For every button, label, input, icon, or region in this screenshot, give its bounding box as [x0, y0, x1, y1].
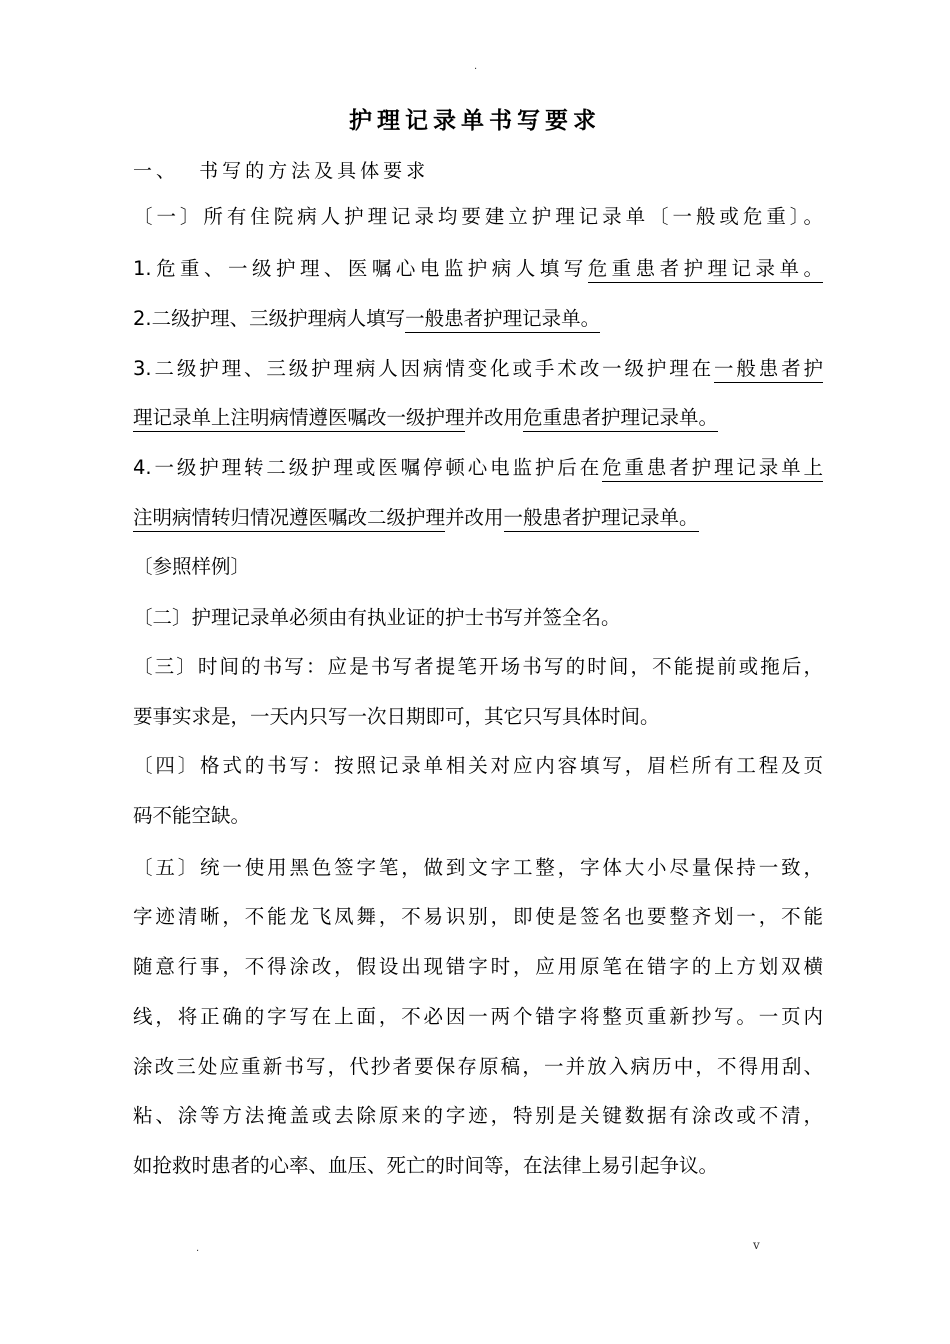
page-title: 护理记录单书写要求 [349, 108, 601, 134]
paragraph-line-14: 〔五〕统一使用黑色签字笔，做到文字工整，字体大小尽量保持一致， [133, 856, 823, 879]
underlined-form-name: 一般患者护理记录单。 [405, 307, 600, 333]
page-marker: v [753, 1238, 760, 1252]
underlined-form-name: 危重患者护理记录单。 [588, 257, 823, 283]
top-dot-mark: . [474, 61, 478, 72]
underlined-form-name: 一般患者护 [714, 357, 823, 383]
underlined-form-name: 危重患者护理记录单上 [602, 456, 823, 482]
underlined-phrase: 注明病情转归情况遵医嘱改二级护理 [133, 506, 445, 532]
paragraph-line-17: 线，将正确的字写在上面，不必因一两个错字将整页重新抄写。一页内 [133, 1005, 823, 1028]
paragraph-line-4 [133, 354, 823, 384]
line-7-text: 并改用 [445, 506, 504, 529]
underlined-form-name: 一般患者护理记录单。 [504, 506, 699, 532]
paragraph-line-18: 涂改三处应重新书写，代抄者要保存原稿，一并放入病历中，不得用刮、 [133, 1055, 823, 1078]
paragraph-line-3 [133, 304, 823, 334]
line-5-text: 并改用 [464, 406, 524, 429]
paragraph-line-2 [133, 254, 823, 284]
line-4-text: 3.二级护理、三级护理病人因病情变化或手术改一级护理在 [133, 357, 714, 380]
paragraph-line-8: 〔参照样例〕 [133, 555, 251, 578]
paragraph-line-6 [133, 453, 823, 483]
paragraph-line-13: 码不能空缺。 [133, 804, 251, 827]
paragraph-line-16: 随意行事，不得涂改，假设出现错字时，应用原笔在错字的上方划双横 [133, 955, 823, 978]
paragraph-line-9: 〔二〕护理记录单必须由有执业证的护士书写并签全名。 [133, 606, 621, 629]
underlined-form-name: 危重患者护理记录单。 [523, 406, 718, 432]
paragraph-line-5 [133, 403, 823, 433]
paragraph-line-20: 如抢救时患者的心率、血压、死亡的时间等，在法律上易引起争议。 [133, 1154, 719, 1177]
underlined-phrase: 理记录单上注明病情遵医嘱改一级护理 [133, 406, 465, 432]
bottom-dot-mark: . [196, 1243, 200, 1254]
paragraph-line-1: 〔一〕所有住院病人护理记录均要建立护理记录单〔一般或危重〕。 [133, 205, 823, 228]
paragraph-line-11: 要事实求是，一天内只写一次日期即可，其它只写具体时间。 [133, 705, 660, 728]
paragraph-line-15: 字迹清晰，不能龙飞凤舞，不易识别，即使是签名也要整齐划一，不能 [133, 905, 823, 928]
line-2-text: 1.危重、一级护理、医嘱心电监护病人填写 [133, 257, 588, 280]
section-heading-1: 一、 书写的方法及具体要求 [133, 160, 430, 182]
paragraph-line-10: 〔三〕时间的书写：应是书写者提笔开场书写的时间，不能提前或拖后， [133, 655, 823, 678]
paragraph-line-12: 〔四〕格式的书写：按照记录单相关对应内容填写，眉栏所有工程及页 [133, 754, 823, 777]
paragraph-line-7 [133, 503, 823, 533]
line-6-text: 4.一级护理转二级护理或医嘱停顿心电监护后在 [133, 456, 603, 479]
line-3-text: 2.二级护理、三级护理病人填写 [133, 307, 406, 330]
paragraph-line-19: 粘、涂等方法掩盖或去除原来的字迹，特别是关键数据有涂改或不清， [133, 1104, 823, 1127]
